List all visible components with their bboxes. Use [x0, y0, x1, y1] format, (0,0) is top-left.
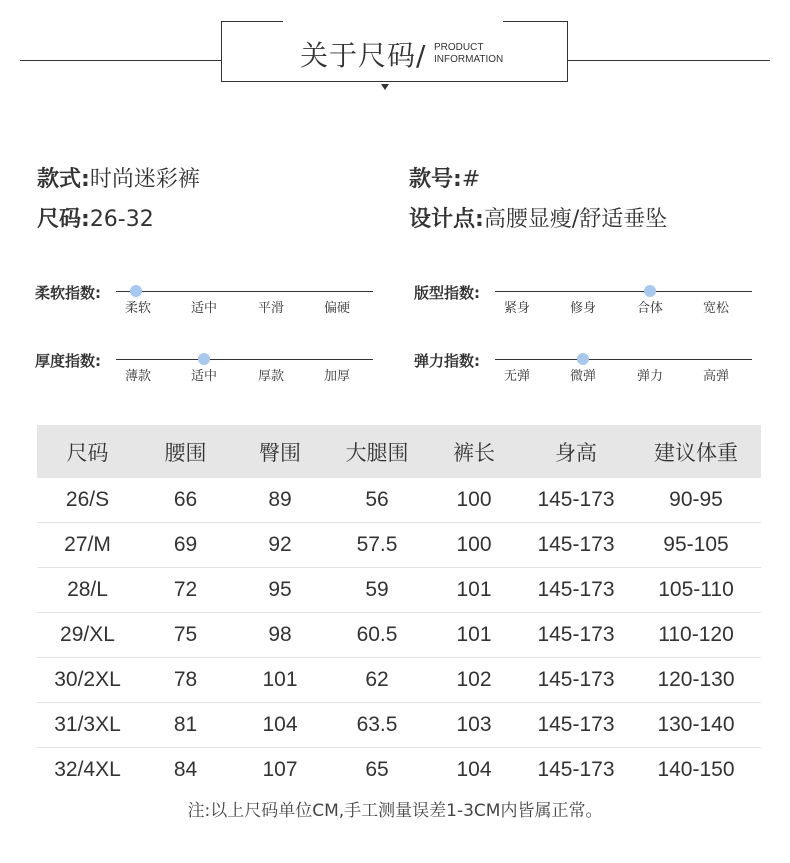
scale-marker-icon: [644, 285, 656, 297]
table-row: [37, 613, 761, 658]
cell-hip: 107: [262, 758, 298, 781]
cell-weight: 120-130: [631, 658, 761, 703]
header-frame-top-right: [503, 21, 568, 22]
cell-waist: 66: [138, 478, 233, 523]
scale-track: [495, 291, 752, 292]
scale-option: 适中: [191, 369, 218, 384]
info-style-label: 款式:: [37, 167, 90, 192]
cell-weight: 110-120: [631, 613, 761, 658]
cell-height: 145-173: [521, 523, 631, 568]
scale-option: 宽松: [703, 301, 730, 316]
cell-weight: 95-105: [631, 523, 761, 568]
table-row: [37, 658, 761, 703]
cell-size: 26/S: [37, 478, 138, 523]
scale-option: 薄款: [125, 369, 152, 384]
cell-waist: 84: [173, 758, 198, 781]
page-title: 关于尺码/: [300, 39, 427, 72]
header-height: 身高: [521, 425, 631, 478]
info-design-value: 高腰显瘦/舒适垂坠: [483, 207, 668, 232]
info-style-value: 时尚迷彩裤: [89, 167, 200, 192]
cell-length: 101: [427, 613, 521, 658]
cell-hip: 89: [233, 478, 327, 523]
scale-track: [116, 359, 373, 360]
cell-length: 104: [456, 758, 492, 781]
header-size: 尺码: [37, 425, 138, 478]
header-rule-left: [20, 60, 221, 61]
header-rule-right: [568, 60, 770, 61]
cell-length: 102: [427, 658, 521, 703]
cell-thigh: 65: [365, 758, 389, 781]
scale-label: 厚度指数:: [35, 352, 101, 370]
scale-option: 弹力: [637, 369, 664, 384]
cell-height: 145-173: [537, 758, 615, 781]
header-thigh: 大腿围: [327, 425, 427, 478]
scale-label: 版型指数:: [414, 284, 480, 302]
cell-length: 100: [427, 478, 521, 523]
page-subtitle: [434, 42, 503, 66]
scale-option: 平滑: [258, 301, 285, 316]
header-pointer-icon: [381, 84, 389, 90]
cell-waist: 81: [138, 703, 233, 748]
cell-waist: 69: [138, 523, 233, 568]
scale-option: 柔软: [125, 301, 152, 316]
info-size: [37, 202, 154, 233]
info-item-no-label: 款号:: [409, 167, 462, 192]
cell-height: 145-173: [521, 568, 631, 613]
cell-thigh: 56: [327, 478, 427, 523]
subtitle-line-2: INFORMATION: [434, 54, 504, 65]
scale-option: 微弹: [570, 369, 597, 384]
scale-option: 适中: [191, 301, 218, 316]
size-table: [37, 425, 761, 792]
info-style: [37, 162, 200, 193]
table-row: [37, 568, 761, 613]
info-size-value: 26-32: [89, 207, 154, 232]
cell-hip: 104: [233, 703, 327, 748]
scale-option: 无弹: [504, 369, 531, 384]
scale-marker-icon: [198, 353, 210, 365]
cell-length: 101: [427, 568, 521, 613]
cell-height: 145-173: [521, 658, 631, 703]
header-weight: 建议体重: [631, 425, 761, 478]
cell-thigh: 63.5: [327, 703, 427, 748]
table-row: [37, 703, 761, 748]
cell-waist: 78: [138, 658, 233, 703]
cell-size: 27/M: [37, 523, 138, 568]
measurement-note: 注:以上尺码单位CM,手工测量误差1-3CM内皆属正常。: [187, 801, 603, 821]
scale-marker-icon: [577, 353, 589, 365]
info-design-label: 设计点:: [409, 207, 484, 232]
cell-hip: 101: [233, 658, 327, 703]
cell-height: 145-173: [521, 703, 631, 748]
subtitle-line-1: PRODUCT: [434, 42, 484, 53]
scale-label: 弹力指数:: [414, 352, 480, 370]
cell-waist: 75: [138, 613, 233, 658]
cell-hip: 95: [233, 568, 327, 613]
cell-thigh: 59: [327, 568, 427, 613]
cell-size: 29/XL: [37, 613, 138, 658]
scale-option: 修身: [570, 301, 597, 316]
table-row: [37, 523, 761, 568]
info-item-no-value: #: [461, 167, 481, 192]
scale-option: 紧身: [504, 301, 531, 316]
header-length: 裤长: [427, 425, 521, 478]
cell-waist: 72: [138, 568, 233, 613]
scale-track: [495, 359, 752, 360]
cell-weight: 105-110: [631, 568, 761, 613]
scale-option: 高弹: [703, 369, 730, 384]
cell-size: 31/3XL: [37, 703, 138, 748]
cell-size: 28/L: [37, 568, 138, 613]
cell-thigh: 57.5: [327, 523, 427, 568]
cell-size: 32/4XL: [54, 758, 121, 781]
cell-weight: 140-150: [657, 758, 735, 781]
scale-track: [116, 291, 373, 292]
info-size-label: 尺码:: [37, 207, 90, 232]
cell-length: 103: [427, 703, 521, 748]
cell-weight: 130-140: [631, 703, 761, 748]
cell-hip: 92: [233, 523, 327, 568]
cell-thigh: 60.5: [327, 613, 427, 658]
scale-label: 柔软指数:: [35, 284, 101, 302]
size-table-header: [37, 425, 761, 478]
info-design: [409, 202, 667, 233]
header-frame-top-left: [221, 21, 283, 22]
cell-hip: 98: [233, 613, 327, 658]
header-waist: 腰围: [138, 425, 233, 478]
scale-option: 厚款: [258, 369, 285, 384]
scale-option: 加厚: [324, 369, 351, 384]
cell-height: 145-173: [521, 478, 631, 523]
cell-weight: 90-95: [631, 478, 761, 523]
cell-size: 30/2XL: [37, 658, 138, 703]
scale-option: 合体: [637, 301, 664, 316]
scale-marker-icon: [130, 285, 142, 297]
table-row: [37, 748, 761, 793]
info-item-no: [409, 162, 480, 193]
cell-length: 100: [427, 523, 521, 568]
cell-thigh: 62: [327, 658, 427, 703]
cell-height: 145-173: [521, 613, 631, 658]
header-hip: 臀围: [233, 425, 327, 478]
table-row: [37, 478, 761, 523]
scale-option: 偏硬: [324, 301, 351, 316]
